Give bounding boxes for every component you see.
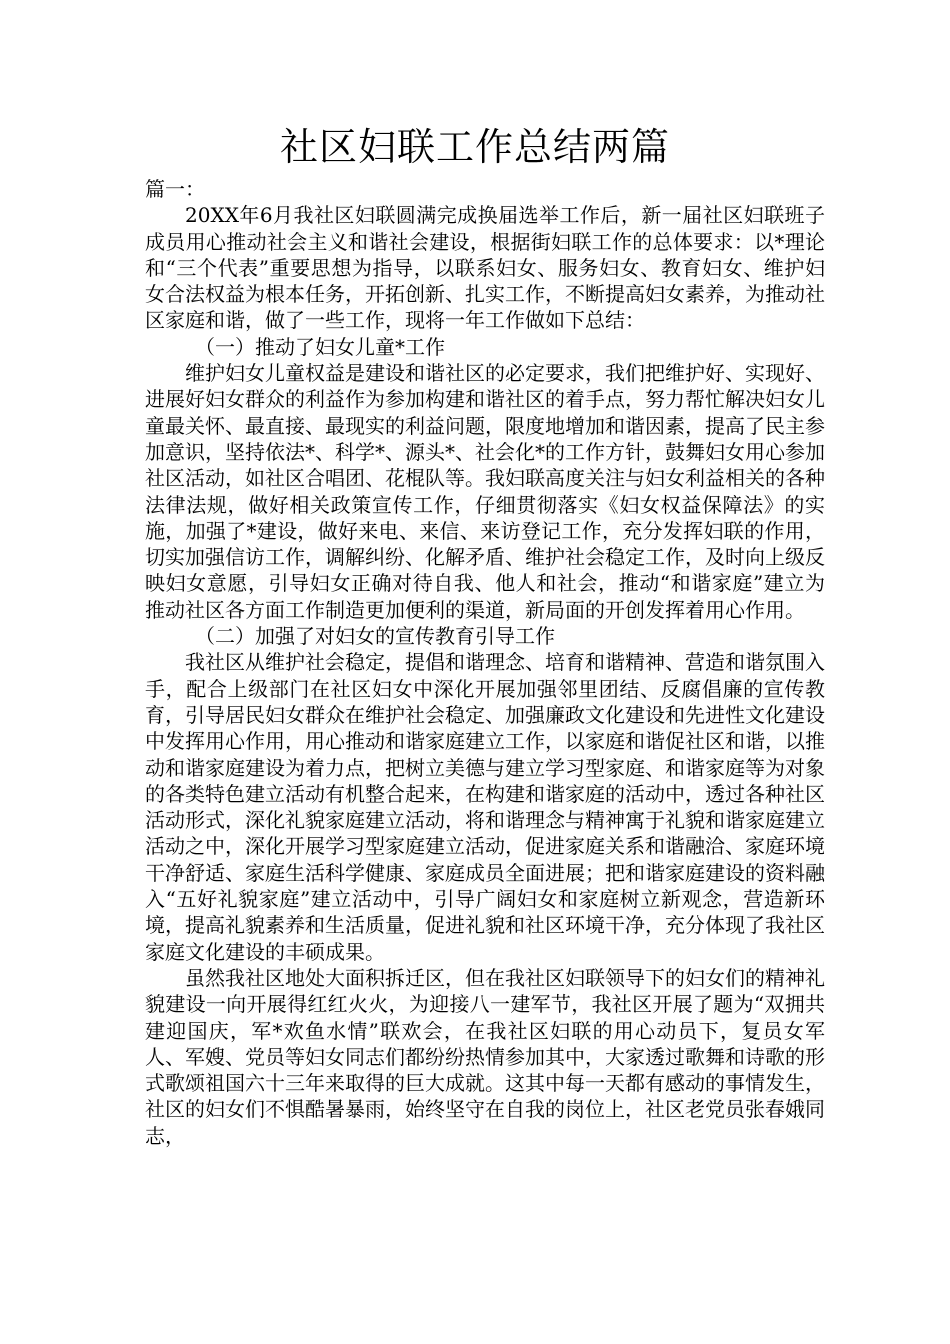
section-heading-2: （二）加强了对妇女的宣传教育引导工作	[195, 624, 555, 649]
document-body	[145, 176, 825, 1149]
paragraph-rights: 维护妇女儿童权益是建设和谐社区的必定要求，我们把维护好、实现好、进展好妇女群众的利益作为参加构建和谐社区的着手点，努力帮忙解决妇女儿童最关怀、最直接、最现实的利益问题，限度地增加和谐因素，提高了民主参加意识，坚持依法*、科学*、源头*、社会化*的工作方针，鼓舞妇女用心参加社区活动，如社区合唱团、花棍队等。我妇联高度关注与妇女利益相关的各种法律法规，做好相关政策宣传工作，仔细贯彻落实《妇女权益保障法》的实施，加强了*建设，做好来电、来信、来访登记工作，充分发挥妇联的作用，切实加强信访工作，调解纠纷、化解矛盾、维护社会稳定工作，及时向上级反映妇女意愿，引导妇女正确对待自我、他人和社会，推动“和谐家庭”建立为推动社区各方面工作制造更加便利的渠道，新局面的开创发挥着用心作用。	[145, 361, 825, 622]
paragraph-activities: 虽然我社区地处大面积拆迁区，但在我社区妇联领导下的妇女们的精神礼貌建设一向开展得红红火火，为迎接八一建军节，我社区开展了题为“双拥共建迎国庆，军*欢鱼水情”联欢会，在我社区妇联的用心动员下，复员女军人、军嫂、党员等妇女同志们都纷纷热情参加其中，大家透过歌舞和诗歌的形式歌颂祖国六十三年来取得的巨大成就。这其中每一天都有感动的事情发生，社区的妇女们不惧酷暑暴雨，始终坚守在自我的岗位上，社区老党员张春娥同志，	[145, 965, 825, 1148]
document-title: 社区妇联工作总结两篇	[279, 125, 670, 169]
section-label: 篇一：	[145, 177, 205, 201]
paragraph-intro: 20XX年6月我社区妇联圆满完成换届选举工作后，新一届社区妇联班子成员用心推动社会主义和谐社会建设，根据街妇联工作的总体要求：以*理论和“三个代表”重要思想为指导，以联系妇女、服务妇女、教育妇女、维护妇女合法权益为根本任务，开拓创新、扎实工作，不断提高妇女素养，为推动社区家庭和谐，做了一些工作，现将一年工作做如下总结：	[145, 203, 825, 333]
section-heading-1: （一）推动了妇女儿童*工作	[195, 334, 445, 359]
paragraph-education: 我社区从维护社会稳定，提倡和谐理念、培育和谐精神、营造和谐氛围入手，配合上级部门在社区妇女中深化开展加强邻里团结、反腐倡廉的宣传教育，引导居民妇女群众在维护社会稳定、加强廉政文化建设和先进性文化建设中发挥用心作用，用心推动和谐家庭建立工作，以家庭和谐促社区和谐，以推动和谐家庭建设为着力点，把树立美德与建立学习型家庭、和谐家庭等为对象的各类特色建立活动有机整合起来，在构建和谐家庭的活动中，透过各种社区活动形式，深化礼貌家庭建立活动，将和谐理念与精神寓于礼貌和谐家庭建立活动之中，深化开展学习型家庭建立活动，促进家庭关系和谐融洽、家庭环境干净舒适、家庭生活科学健康、家庭成员全面进展；把和谐家庭建设的资料融入“五好礼貌家庭”建立活动中，引导广阔妇女和家庭树立新观念，营造新环境，提高礼貌素养和生活质量，促进礼貌和社区环境干净，充分体现了我社区家庭文化建设的丰硕成果。	[145, 650, 825, 964]
